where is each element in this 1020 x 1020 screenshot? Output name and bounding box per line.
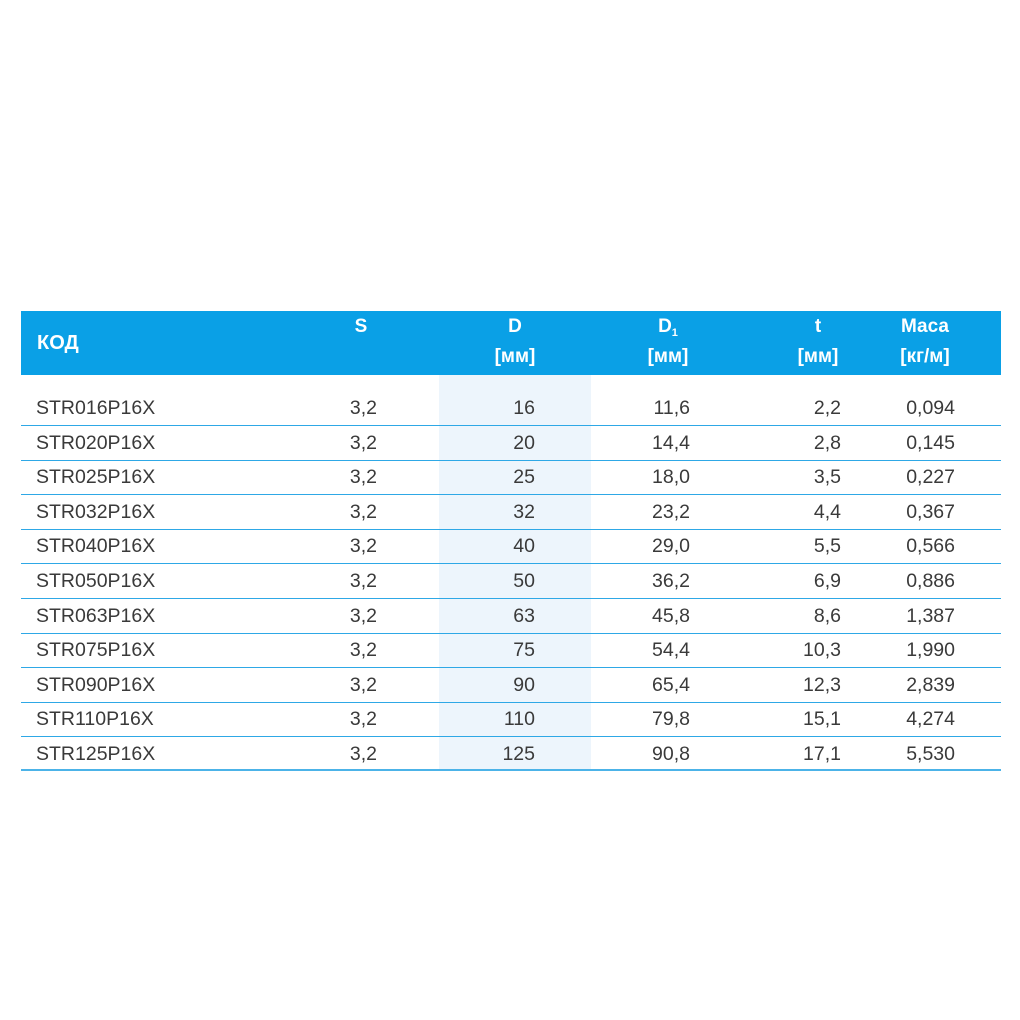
table-bottom-rule — [21, 769, 1001, 771]
cell-code: STR050P16X — [36, 570, 156, 592]
cell-s: 3,2 — [349, 431, 377, 454]
cell-s: 3,2 — [349, 466, 377, 489]
header-mass-label: Маса — [901, 316, 949, 337]
header-d-unit: [мм] — [494, 346, 536, 367]
cell-d1: 18,0 — [652, 466, 690, 489]
cell-mass: 0,227 — [906, 466, 955, 489]
cell-d: 50 — [513, 570, 535, 592]
table-row — [21, 737, 1001, 771]
cell-t: 17,1 — [803, 743, 841, 765]
header-mass — [870, 311, 980, 375]
cell-d1: 45,8 — [652, 604, 690, 627]
cell-d1: 90,8 — [652, 743, 690, 765]
cell-mass: 0,145 — [906, 431, 955, 454]
cell-s: 3,2 — [349, 639, 377, 662]
cell-s: 3,2 — [349, 743, 377, 765]
table-row — [21, 599, 1001, 634]
header-d1-sub: 1 — [671, 327, 678, 339]
cell-s: 3,2 — [349, 673, 377, 696]
cell-mass: 0,886 — [906, 570, 955, 592]
cell-code: STR016P16X — [36, 397, 156, 419]
cell-d1: 79,8 — [652, 708, 690, 731]
header-t-unit: [мм] — [797, 346, 839, 367]
cell-d1: 29,0 — [652, 535, 690, 558]
header-s — [321, 311, 401, 375]
cell-t: 12,3 — [803, 673, 841, 696]
cell-t: 15,1 — [803, 708, 841, 731]
cell-d: 63 — [513, 604, 535, 627]
cell-d1: 65,4 — [652, 673, 690, 696]
cell-d1: 54,4 — [652, 639, 690, 662]
cell-t: 2,2 — [813, 397, 841, 419]
cell-mass: 0,566 — [906, 535, 955, 558]
header-d1-label — [618, 316, 718, 344]
cell-s: 3,2 — [349, 500, 377, 523]
cell-mass: 0,094 — [906, 397, 955, 419]
header-t — [768, 311, 868, 375]
cell-d: 16 — [513, 397, 535, 419]
cell-code: STR040P16X — [36, 535, 156, 558]
table-row — [21, 564, 1001, 599]
header-mass-unit: [кг/м] — [900, 346, 950, 367]
cell-t: 5,5 — [813, 535, 841, 558]
table-row — [21, 668, 1001, 703]
cell-t: 10,3 — [803, 639, 841, 662]
cell-code: STR110P16X — [36, 708, 154, 731]
cell-code: STR075P16X — [36, 639, 156, 662]
cell-d: 110 — [503, 708, 535, 731]
cell-t: 3,5 — [813, 466, 841, 489]
header-code: КОД — [37, 332, 79, 354]
cell-code: STR125P16X — [36, 743, 156, 765]
cell-s: 3,2 — [349, 570, 377, 592]
cell-mass: 1,990 — [906, 639, 955, 662]
cell-mass: 5,530 — [906, 743, 955, 765]
cell-mass: 4,274 — [906, 708, 955, 731]
table-row — [21, 426, 1001, 461]
cell-code: STR090P16X — [36, 673, 156, 696]
cell-s: 3,2 — [349, 604, 377, 627]
cell-mass: 0,367 — [906, 500, 955, 523]
table-row — [21, 460, 1001, 495]
cell-mass: 2,839 — [906, 673, 955, 696]
pipe-spec-table — [21, 311, 1001, 771]
cell-code: STR020P16X — [36, 431, 156, 454]
header-d-label: D — [508, 316, 522, 337]
cell-t: 8,6 — [813, 604, 841, 627]
cell-s: 3,2 — [349, 397, 377, 419]
cell-t: 6,9 — [813, 570, 841, 592]
header-d — [465, 311, 565, 375]
cell-d: 125 — [502, 743, 535, 765]
table-body — [21, 375, 1001, 771]
cell-t: 4,4 — [813, 500, 841, 523]
table-row — [21, 495, 1001, 530]
header-d1-unit: [мм] — [647, 346, 689, 367]
cell-code: STR025P16X — [36, 466, 156, 489]
cell-d: 90 — [513, 673, 535, 696]
table-row — [21, 633, 1001, 668]
cell-s: 3,2 — [349, 535, 377, 558]
cell-d: 25 — [513, 466, 535, 489]
cell-d: 20 — [513, 431, 535, 454]
cell-mass: 1,387 — [906, 604, 955, 627]
cell-d: 40 — [513, 535, 535, 558]
table-header — [21, 311, 1001, 375]
cell-s: 3,2 — [349, 708, 377, 731]
table-row — [21, 529, 1001, 564]
table-row — [21, 391, 1001, 426]
cell-code: STR032P16X — [36, 500, 156, 523]
cell-t: 2,8 — [813, 431, 841, 454]
header-d1-main: D — [658, 316, 672, 337]
cell-d1: 23,2 — [652, 500, 690, 523]
header-s-label: S — [354, 316, 368, 337]
cell-d: 32 — [513, 500, 535, 523]
cell-code: STR063P16X — [36, 604, 156, 627]
header-d1 — [618, 311, 718, 375]
cell-d1: 14,4 — [652, 431, 690, 454]
header-t-label: t — [814, 316, 822, 337]
table-row — [21, 702, 1001, 737]
cell-d: 75 — [513, 639, 535, 662]
cell-d1: 36,2 — [652, 570, 690, 592]
cell-d1: 11,6 — [653, 397, 690, 419]
